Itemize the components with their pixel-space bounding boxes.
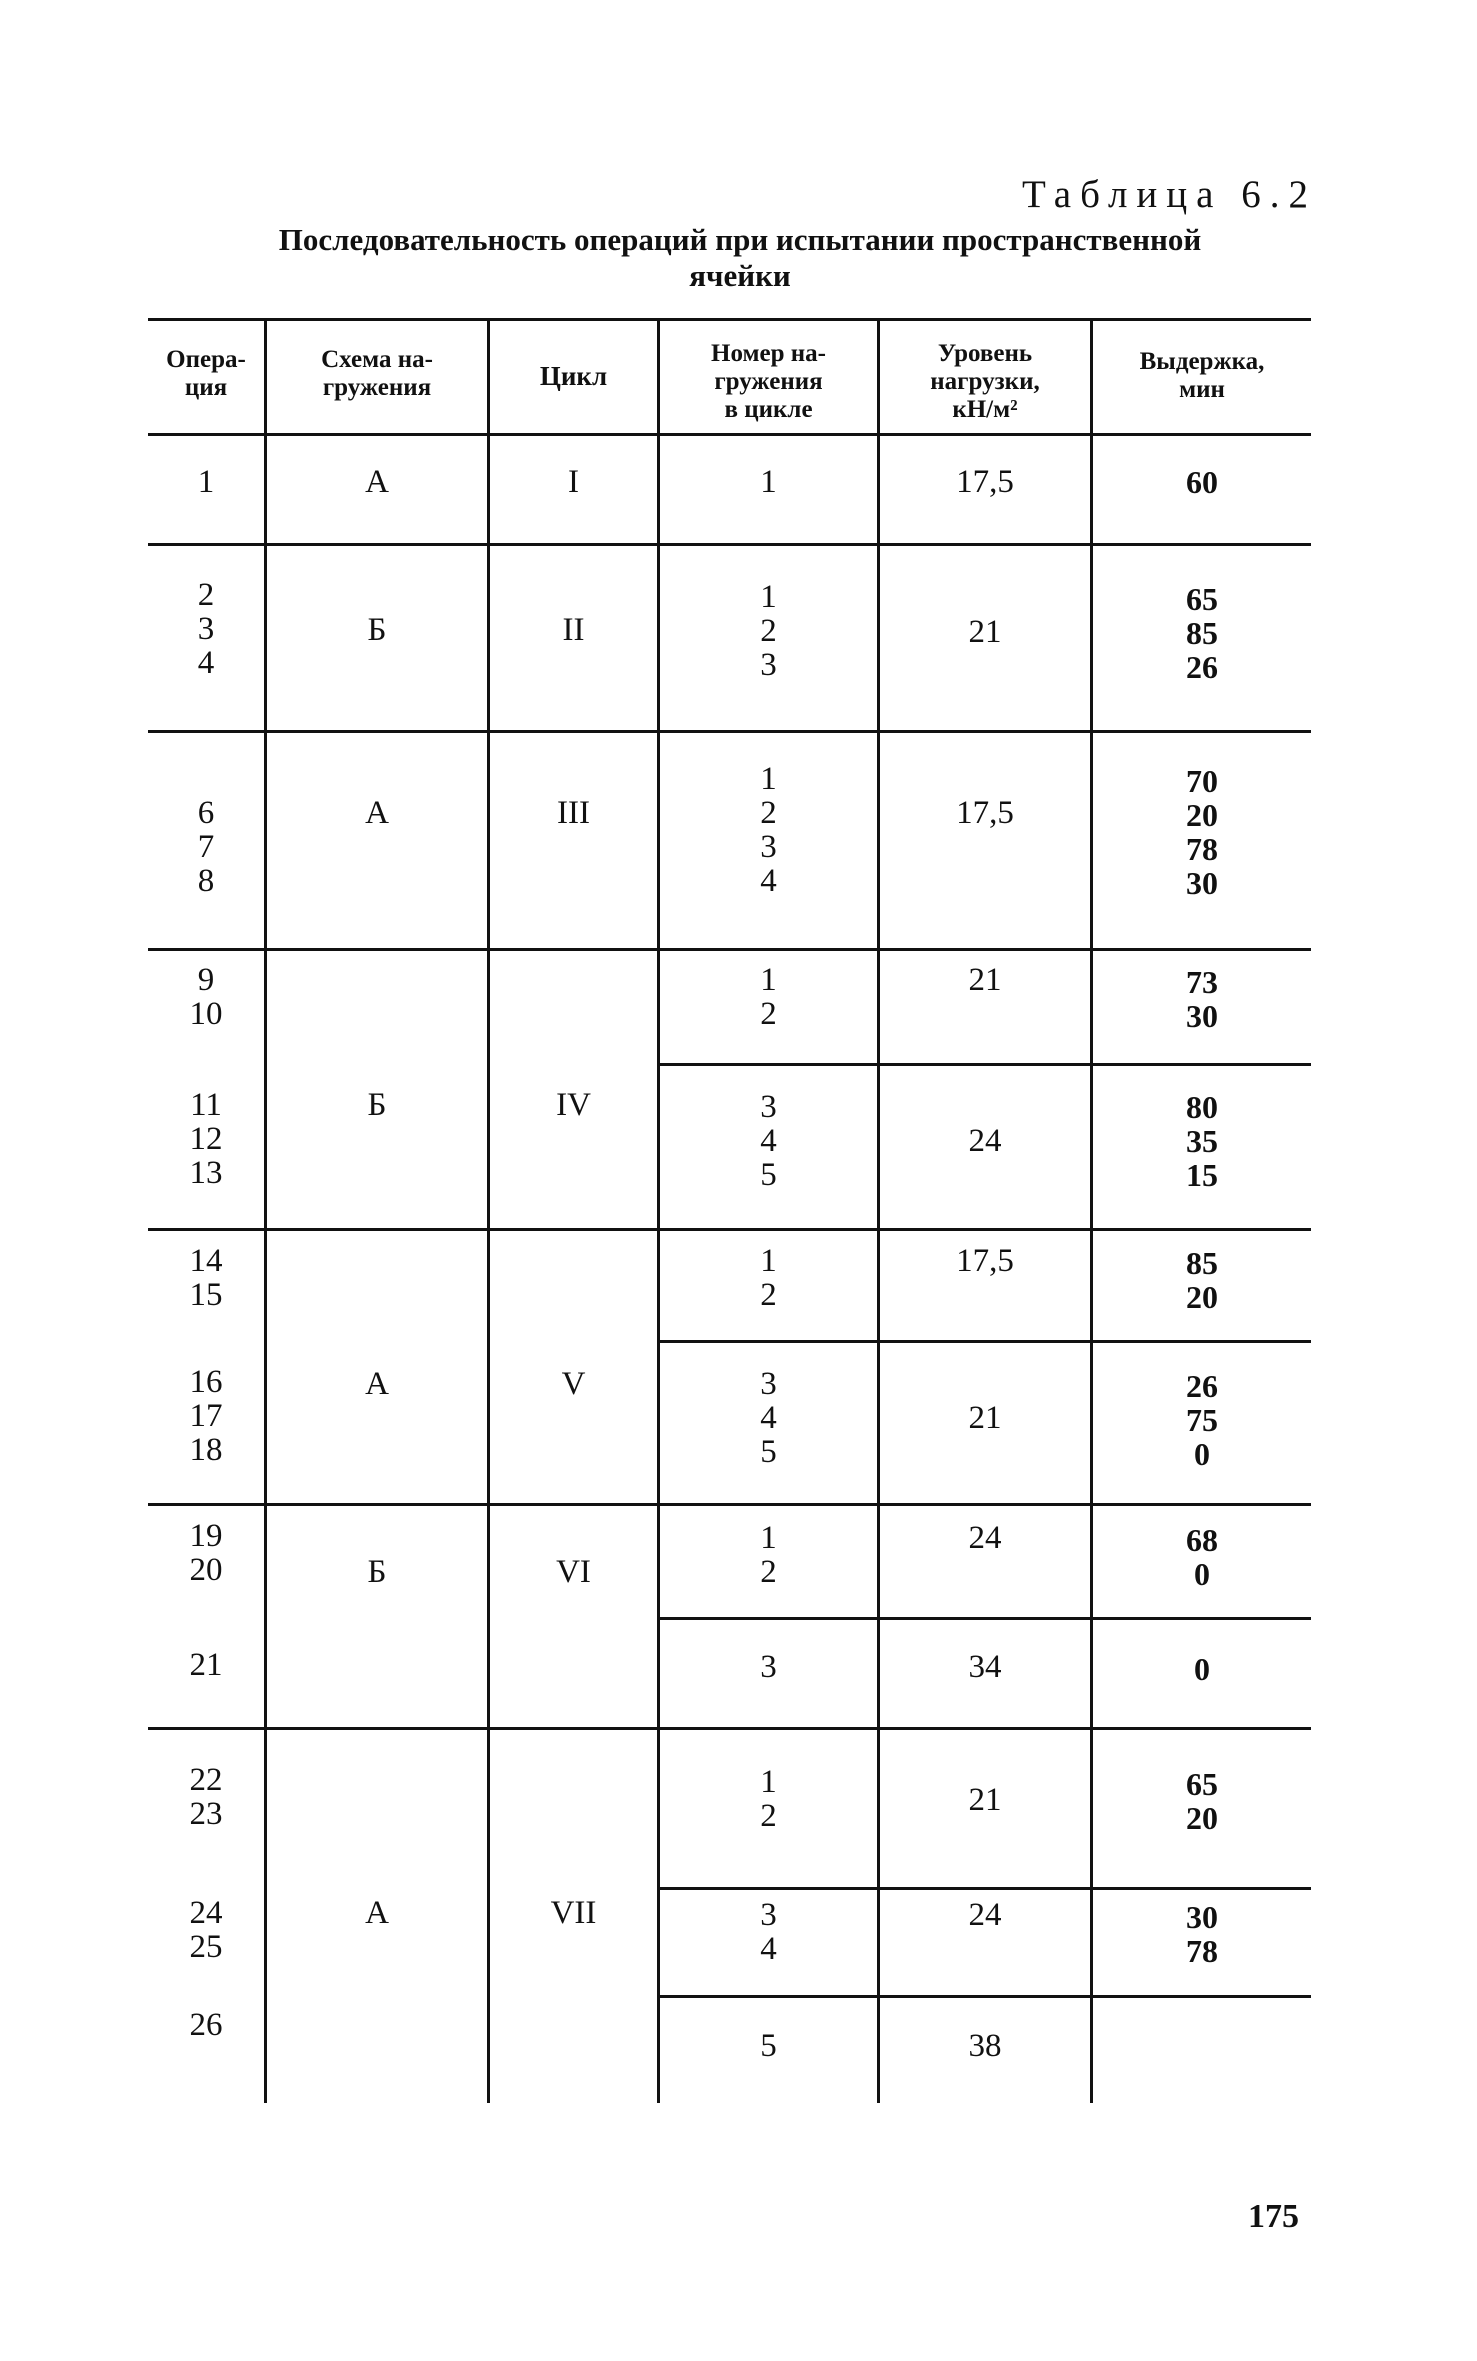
hold-time-cell: 65 85 26 bbox=[1186, 581, 1218, 685]
load-scheme-cell: А bbox=[365, 1366, 389, 1402]
load-number-cell: 1 2 bbox=[760, 1520, 777, 1590]
hold-time-cell: 65 20 bbox=[1186, 1766, 1218, 1836]
table-row-operations: 24 25 bbox=[189, 1895, 223, 1965]
load-number-cell: 1 2 3 bbox=[760, 579, 777, 683]
load-number-cell: 3 4 5 bbox=[760, 1089, 777, 1193]
subrow-rule bbox=[660, 1340, 1311, 1343]
load-level-cell: 24 bbox=[968, 1123, 1002, 1159]
load-level-cell: 38 bbox=[968, 2028, 1002, 2064]
load-level-cell: 21 bbox=[968, 1782, 1002, 1818]
header-load-level: Уровень нагрузки, кН/м² bbox=[930, 340, 1040, 423]
hold-time-cell: 60 bbox=[1186, 464, 1218, 500]
hold-time-cell: 30 78 bbox=[1186, 1899, 1218, 1969]
table-row-operations: 19 20 bbox=[189, 1518, 223, 1588]
load-scheme-cell: А bbox=[365, 464, 389, 500]
hold-time-cell: 26 75 0 bbox=[1186, 1368, 1218, 1472]
header-operation: Опера- ция bbox=[166, 346, 246, 401]
subrow-rule bbox=[660, 1063, 1311, 1066]
cycle-cell: IV bbox=[556, 1087, 591, 1123]
hold-time-cell: 73 30 bbox=[1186, 964, 1218, 1034]
load-level-cell: 21 bbox=[968, 962, 1002, 998]
load-level-cell: 17,5 bbox=[956, 1243, 1014, 1279]
table-row-operations: 26 bbox=[189, 2007, 223, 2043]
table-row-operations: 6 7 8 bbox=[197, 795, 215, 899]
load-level-cell: 24 bbox=[968, 1520, 1002, 1556]
cycle-cell: V bbox=[561, 1366, 586, 1402]
hold-time-cell: 0 bbox=[1194, 1651, 1210, 1687]
table-top-rule bbox=[148, 318, 1311, 321]
column-rule bbox=[264, 320, 267, 2103]
row-rule bbox=[148, 543, 1311, 546]
subrow-rule bbox=[660, 1995, 1311, 1998]
load-scheme-cell: А bbox=[365, 1895, 389, 1931]
hold-time-cell: 68 0 bbox=[1186, 1522, 1218, 1592]
header-load-number: Номер на- гружения в цикле bbox=[711, 340, 826, 423]
column-rule bbox=[877, 320, 880, 2103]
load-level-cell: 21 bbox=[968, 614, 1002, 650]
load-number-cell: 1 bbox=[760, 464, 777, 500]
table-row-operations: 1 bbox=[197, 464, 215, 500]
row-rule bbox=[148, 1228, 1311, 1231]
cycle-cell: III bbox=[557, 795, 590, 831]
load-number-cell: 3 bbox=[760, 1649, 777, 1685]
load-scheme-cell: А bbox=[365, 795, 389, 831]
cycle-cell: VII bbox=[550, 1895, 597, 1931]
load-scheme-cell: Б bbox=[367, 1554, 387, 1590]
table-row-operations: 2 3 4 bbox=[197, 577, 215, 681]
header-load-scheme: Схема на- гружения bbox=[321, 346, 433, 401]
header-bottom-rule bbox=[148, 433, 1311, 436]
load-number-cell: 1 2 3 4 bbox=[760, 761, 777, 899]
load-level-cell: 17,5 bbox=[956, 795, 1014, 831]
table-row-operations: 11 12 13 bbox=[189, 1087, 223, 1191]
cycle-cell: VI bbox=[556, 1554, 591, 1590]
row-rule bbox=[148, 730, 1311, 733]
load-scheme-cell: Б bbox=[367, 612, 387, 648]
load-level-cell: 17,5 bbox=[956, 464, 1014, 500]
table-row-operations: 9 10 bbox=[189, 962, 223, 1032]
table-caption: Таблица 6.2 bbox=[1021, 173, 1317, 216]
hold-time-cell: 85 20 bbox=[1186, 1245, 1218, 1315]
cycle-cell: II bbox=[562, 612, 585, 648]
header-cycle: Цикл bbox=[539, 361, 608, 391]
load-number-cell: 5 bbox=[760, 2028, 777, 2064]
load-number-cell: 1 2 bbox=[760, 1764, 777, 1834]
row-rule bbox=[148, 1503, 1311, 1506]
table-row-operations: 22 23 bbox=[189, 1762, 223, 1832]
load-number-cell: 3 4 bbox=[760, 1897, 777, 1967]
row-rule bbox=[148, 1727, 1311, 1730]
hold-time-cell: 80 35 15 bbox=[1186, 1089, 1218, 1193]
load-number-cell: 1 2 bbox=[760, 962, 777, 1032]
table-title-continued: ячейки bbox=[689, 258, 791, 293]
load-number-cell: 1 2 bbox=[760, 1243, 777, 1313]
header-hold-time: Выдержка, мин bbox=[1139, 348, 1265, 403]
column-rule bbox=[487, 320, 490, 2103]
load-scheme-cell: Б bbox=[367, 1087, 387, 1123]
page-number: 175 bbox=[1248, 2198, 1299, 2235]
row-rule bbox=[148, 948, 1311, 951]
load-number-cell: 3 4 5 bbox=[760, 1366, 777, 1470]
subrow-rule bbox=[660, 1887, 1311, 1890]
table-title: Последовательность операций при испытании пространственной bbox=[278, 222, 1202, 257]
hold-time-cell: 70 20 78 30 bbox=[1186, 763, 1218, 901]
load-level-cell: 34 bbox=[968, 1649, 1002, 1685]
load-level-cell: 24 bbox=[968, 1897, 1002, 1933]
table-row-operations: 21 bbox=[189, 1647, 223, 1683]
load-level-cell: 21 bbox=[968, 1400, 1002, 1436]
cycle-cell: I bbox=[568, 464, 579, 500]
table-row-operations: 14 15 bbox=[189, 1243, 223, 1313]
table-row-operations: 16 17 18 bbox=[189, 1364, 223, 1468]
subrow-rule bbox=[660, 1617, 1311, 1620]
